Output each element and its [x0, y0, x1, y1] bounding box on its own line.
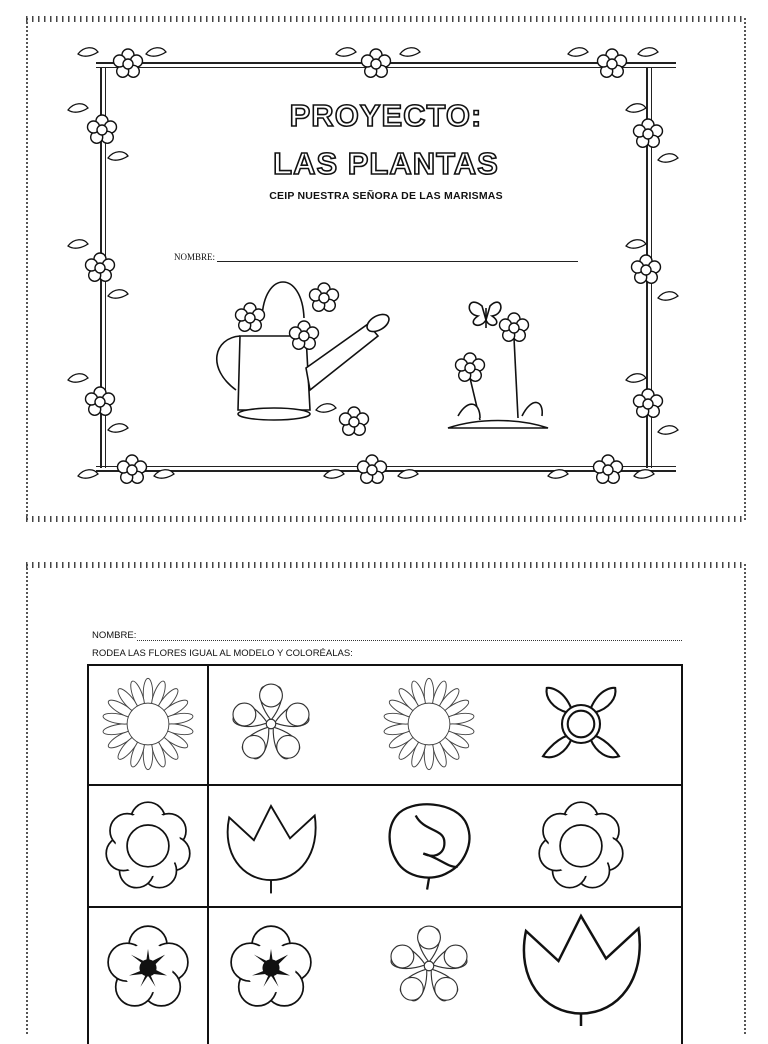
name-label: NOMBRE:	[92, 630, 137, 641]
option-poppy-flower[interactable]	[369, 784, 489, 904]
option-tulip-flower[interactable]	[211, 784, 331, 904]
cover-name-field[interactable]	[174, 252, 578, 262]
flower-matching-grid	[87, 664, 683, 1044]
option-round-scallop-flower[interactable]	[521, 784, 641, 904]
cover-title-line2: LAS PLANTAS	[273, 146, 499, 181]
school-name: CEIP NUESTRA SEÑORA DE LAS MARISMAS	[269, 190, 503, 202]
model-pansy-flower	[88, 906, 208, 1026]
option-tulip-flower[interactable]	[521, 906, 641, 1026]
option-daisy-flower[interactable]	[369, 664, 489, 784]
floral-border-frame	[28, 18, 744, 518]
flowers-butterfly-illustration	[448, 302, 548, 428]
worksheet-name-field[interactable]	[92, 630, 682, 641]
name-line[interactable]	[217, 253, 578, 262]
dotted-edge	[26, 562, 746, 568]
model-round-scallop-flower	[88, 784, 208, 904]
watering-can-illustration	[217, 282, 392, 435]
option-four-leaf-ring-flower[interactable]	[521, 664, 641, 784]
option-heart-petal-flower[interactable]	[369, 906, 489, 1026]
worksheet-page	[26, 564, 746, 1034]
name-label: NOMBRE:	[174, 252, 216, 262]
name-line[interactable]	[137, 633, 682, 641]
model-daisy-flower	[88, 664, 208, 784]
option-pansy-flower[interactable]	[211, 906, 331, 1026]
instructions-text: RODEA LAS FLORES IGUAL AL MODELO Y COLORÉALAS:	[92, 648, 353, 659]
cover-page	[26, 18, 746, 520]
option-heart-petal-flower[interactable]	[211, 664, 331, 784]
cover-title-line1: PROYECTO:	[289, 98, 483, 133]
